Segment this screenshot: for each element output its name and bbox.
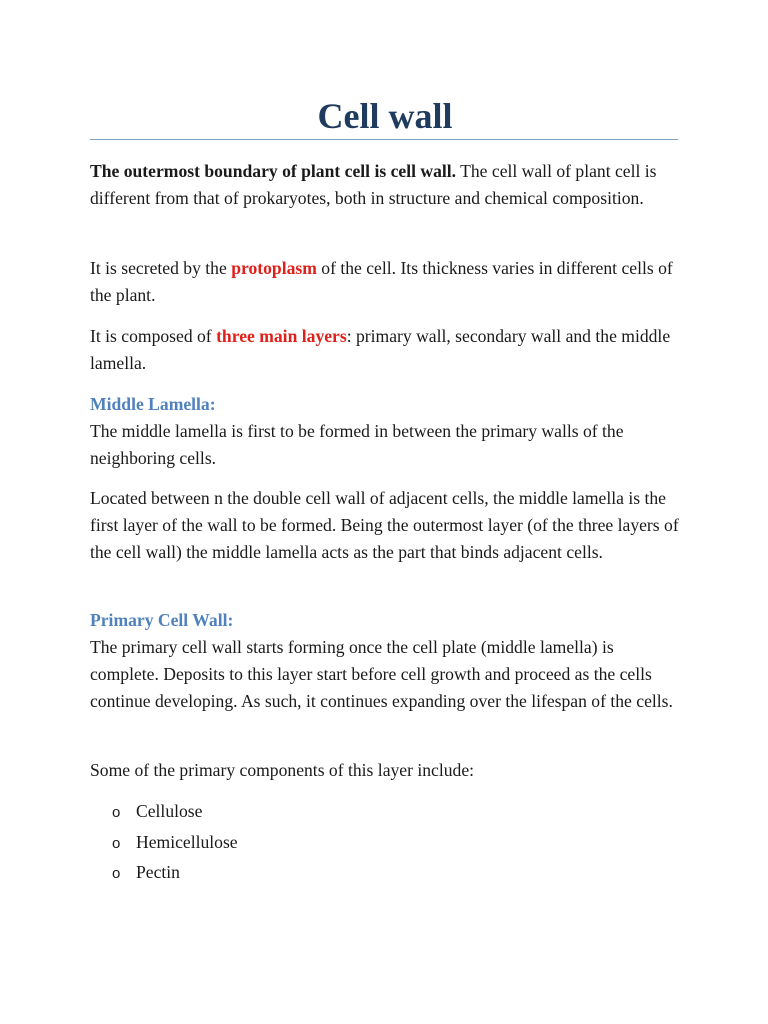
intro-bold-lead: The outermost boundary of plant cell is cell wall. (90, 161, 457, 181)
bullet-marker: o (112, 865, 121, 883)
list-item (112, 858, 238, 889)
component-hemicellulose: Hemicellulose (136, 831, 238, 852)
middle-lamella-heading: Middle Lamella: (90, 394, 216, 414)
composition-after: : primary wall, secondary wall and the middle lamella. (90, 326, 671, 374)
bullet-marker: o (112, 834, 121, 852)
secretion-paragraph (90, 255, 680, 309)
list-item (112, 828, 238, 859)
intro-rest: The cell wall of plant cell is different from that of prokaryotes, both in structure and chemical composition. (90, 161, 657, 209)
bullet-marker: o (112, 804, 121, 821)
composition-before: It is composed of (90, 326, 217, 346)
primary-cell-wall-paragraph-1: The primary cell wall starts forming once the cell plate (middle lamella) is complete. Deposits to this layer start before cell growth and proceed as the cells continue developing. As such, it continues expanding over the lifespan of the cells. (90, 637, 673, 712)
title-underline (90, 139, 678, 140)
protoplasm-highlight: protoplasm (231, 258, 317, 278)
middle-lamella-paragraph-1: The middle lamella is first to be formed in between the primary walls of the neighboring cells. (90, 421, 624, 469)
primary-cell-wall-heading: Primary Cell Wall: (90, 610, 234, 630)
secretion-before: It is secreted by the (90, 258, 232, 278)
middle-lamella-paragraph-2: Located between n the double cell wall of adjacent cells, the middle lamella is the first layer of the wall to be formed. Being the outermost layer (of the three layers of the cell wall) the middle lamella acts as the part that binds adjacent cells. (90, 488, 679, 563)
intro-paragraph (90, 158, 680, 212)
secretion-after: of the cell. Its thickness varies in different cells of the plant. (90, 258, 673, 306)
three-layers-highlight: three main layers (216, 326, 347, 346)
list-item (112, 797, 238, 828)
composition-paragraph (90, 323, 680, 377)
component-pectin: Pectin (136, 862, 180, 883)
components-list (112, 797, 238, 889)
primary-components-intro: Some of the primary components of this layer include: (90, 760, 475, 780)
component-cellulose: Cellulose (136, 801, 203, 821)
page-title: Cell wall (317, 96, 453, 136)
